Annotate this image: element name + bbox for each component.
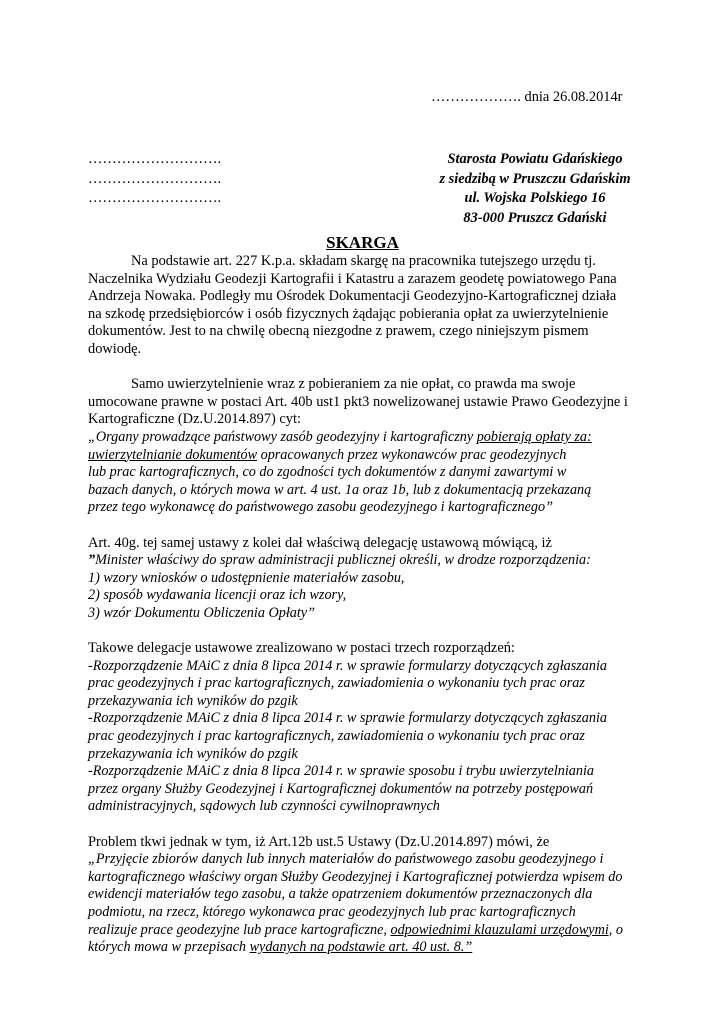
regulation-line: przekazywania ich wyników do pzgik [88, 692, 298, 709]
regulations-list [88, 658, 648, 816]
paragraph-legal-basis [88, 376, 648, 429]
paragraph-regulations-intro: Takowe delegacje ustawowe zrealizowano w postaci trzech rozporządzeń: [88, 640, 515, 657]
sender-line: ………………………. [88, 151, 222, 167]
quote-line: realizuje prace geodezyjne lub prace kartograficzne, odpowiednimi klauzulami urzędowymi, o [88, 921, 623, 938]
underlined-text: uwierzytelnianie dokumentów [88, 446, 258, 463]
document-title: SKARGA [326, 233, 399, 252]
quote-line: 1) wzory wniosków o udostępnienie materiałów zasobu, [88, 569, 405, 586]
underlined-text: pobierają opłaty za: [476, 428, 592, 445]
underlined-text: odpowiednimi klauzulami urzędowymi, [390, 921, 613, 938]
quote-line: przez tego wykonawcę do państwowego zasobu geodezyjnego i kartograficznego” [88, 499, 553, 516]
recipient-block [400, 150, 670, 228]
recipient-line: Starosta Powiatu Gdańskiego [447, 151, 623, 167]
document-body [88, 253, 648, 957]
paragraph-art-40g: Art. 40g. tej samej ustawy z kolei dał właściwą delegację ustawową mówiącą, iż [88, 534, 552, 551]
text-line: Kartograficzne (Dz.U.2014.897) cyt: [88, 411, 301, 428]
quote-line: „Przyjęcie zbiorów danych lub innych materiałów do państwowego zasobu geodezyjnego i [88, 851, 604, 868]
sender-block [88, 150, 221, 209]
text-line: Naczelnika Wydziału Geodezji Kartografii i Katastru a zarazem geodetę powiatowego Pana [88, 270, 617, 287]
regulation-line: administracyjnych, sądowych lub czynności cywilnoprawnych [88, 798, 440, 815]
quote-art-12b [88, 851, 648, 957]
quote-line: podmiotu, na rzecz, którego wykonawca prac geodezyjnych lub prac kartograficznych [88, 903, 576, 920]
date-line: ………………. dnia 26.08.2014r [431, 89, 623, 105]
quote-line: których mowa w przepisach wydanych na podstawie art. 40 ust. 8.” [88, 939, 473, 956]
text-line: umocowane prawne w postaci Art. 40b ust1 pkt3 nowelizowanej ustawie Prawo Geodezyjne i [88, 393, 628, 410]
recipient-line: ul. Wojska Polskiego 16 [464, 190, 606, 206]
text-line: Andrzeja Nowaka. Podległy mu Ośrodek Dokumentacji Geodezyjno-Kartograficznej działa [88, 288, 617, 305]
quote-art-40b [88, 429, 648, 517]
text-line: dokumentów. Jest to na chwilę obecną niezgodne z prawem, czego niniejszym pismem [88, 323, 589, 340]
regulation-line: -Rozporządzenie MAiC z dnia 8 lipca 2014 r. w sprawie formularzy dotyczących zgłaszania [88, 710, 608, 727]
text-line: dowiodę. [88, 340, 142, 357]
recipient-line: 83-000 Pruszcz Gdański [463, 209, 607, 226]
quote-line: lub prac kartograficznych, co do zgodności tych dokumentów z danymi zawartymi w [88, 464, 567, 481]
quote-line: 3) wzór Dokumentu Obliczenia Opłaty” [88, 604, 315, 621]
sender-line: ………………………. [88, 190, 222, 206]
quote-line: ”Minister właściwy do spraw administracji publicznej określi, w drodze rozporządzenia: [88, 552, 591, 569]
regulation-line: prac geodezyjnych i prac kartograficznych, zawiadomienia o wykonaniu tych prac oraz [88, 675, 585, 692]
text-line: na szkodę przedsiębiorców i osób fizycznych żądając pobierania opłat za uwierzytelnienie [88, 305, 609, 322]
sender-line: ………………………. [88, 170, 222, 187]
quote-line: 2) sposób wydawania licencji oraz ich wzory, [88, 587, 347, 604]
text-line: Na podstawie art. 227 K.p.a. składam skargę na pracownika tutejszego urzędu tj. [131, 253, 596, 269]
regulation-line: -Rozporządzenie MAiC z dnia 8 lipca 2014 r. w sprawie formularzy dotyczących zgłaszania [88, 657, 608, 674]
quote-line: uwierzytelnianie dokumentów opracowanych przez wykonawców prac geodezyjnych [88, 446, 567, 463]
quote-art-40g [88, 552, 648, 622]
quote-line: „Organy prowadzące państwowy zasób geodezyjny i kartograficzny pobierają opłaty za: [88, 428, 592, 445]
paragraph-complaint [88, 253, 648, 359]
regulation-line: -Rozporządzenie MAiC z dnia 8 lipca 2014 r. w sprawie sposobu i trybu uwierzytelniania [88, 763, 595, 780]
regulation-line: przez organy Służby Geodezyjnej i Kartograficznej dokumentów na potrzeby postępowań [88, 780, 594, 797]
paragraph-problem: Problem tkwi jednak w tym, iż Art.12b ust.5 Ustawy (Dz.U.2014.897) mówi, że [88, 833, 550, 850]
underlined-text: wydanych na podstawie art. 40 ust. 8.” [249, 939, 473, 956]
regulation-line: przekazywania ich wyników do pzgik [88, 745, 298, 762]
quote-line: bazach danych, o których mowa w art. 4 ust. 1a oraz 1b, lub z dokumentacją przekazaną [88, 481, 592, 498]
regulation-line: prac geodezyjnych i prac kartograficznych, zawiadomienia o wykonaniu tych prac oraz [88, 728, 585, 745]
quote-line: kartograficznego właściwy organ Służby Geodezyjnej i Kartograficznej potwierdza wpisem do [88, 868, 623, 885]
recipient-line: z siedzibą w Pruszczu Gdańskim [439, 170, 631, 187]
quote-line: ewidencji materiałów tego zasobu, a także opatrzeniem dokumentów przeznaczonych dla [88, 886, 593, 903]
text-line: Samo uwierzytelnienie wraz z pobieraniem za nie opłat, co prawda ma swoje [131, 376, 576, 393]
